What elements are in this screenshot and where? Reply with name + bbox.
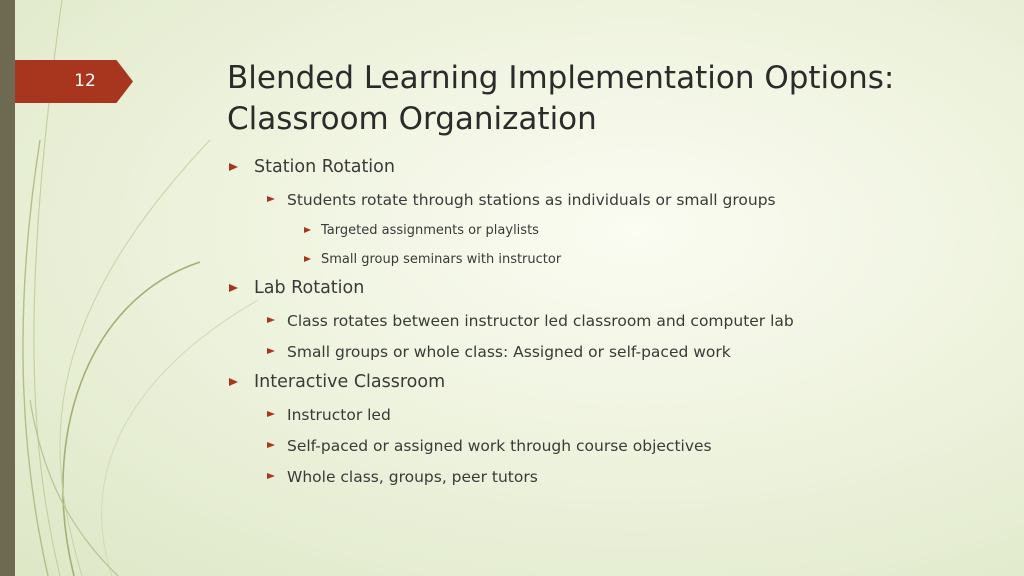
bullet-text: Small groups or whole class: Assigned or self-paced work [287, 343, 731, 361]
bullet-item-class-rotates [227, 307, 1007, 338]
arrow-bullet-icon [229, 378, 238, 386]
arrow-bullet-icon [304, 227, 311, 233]
arrow-bullet-icon [267, 196, 275, 202]
bullet-item-targeted-assignments [227, 217, 1007, 246]
bullet-item-small-groups-whole-class [227, 338, 1007, 369]
arrow-bullet-icon [267, 442, 275, 448]
bullet-item-self-paced [227, 432, 1007, 463]
bullet-item-interactive-classroom [227, 369, 1007, 401]
arrow-bullet-icon [229, 284, 238, 292]
bullet-text: Targeted assignments or playlists [321, 223, 539, 238]
bullet-item-lab-rotation [227, 275, 1007, 307]
bullet-text: Instructor led [287, 406, 391, 424]
arrow-bullet-icon [267, 473, 275, 479]
bullet-text: Station Rotation [254, 157, 395, 177]
bullet-item-whole-class-groups [227, 463, 1007, 494]
slide-title-line-1: Blended Learning Implementation Options: [227, 60, 895, 96]
bullet-text: Small group seminars with instructor [321, 252, 562, 267]
arrow-bullet-icon [304, 256, 311, 262]
bullet-text: Self-paced or assigned work through course objectives [287, 437, 712, 455]
bullet-item-small-group-seminars [227, 246, 1007, 275]
bullet-text: Lab Rotation [254, 278, 365, 298]
bullet-text: Students rotate through stations as individuals or small groups [287, 191, 776, 209]
bullet-list [227, 154, 1007, 494]
bullet-text: Interactive Classroom [254, 372, 446, 392]
bullet-text: Class rotates between instructor led classroom and computer lab [287, 312, 794, 330]
slide-number: 12 [74, 71, 96, 91]
bullet-item-instructor-led [227, 401, 1007, 432]
arrow-bullet-icon [267, 348, 275, 354]
arrow-bullet-icon [229, 163, 238, 171]
bullet-text: Whole class, groups, peer tutors [287, 468, 538, 486]
slide-title-line-2: Classroom Organization [227, 101, 597, 137]
slide-title [227, 58, 1007, 140]
arrow-bullet-icon [267, 411, 275, 417]
bullet-item-students-rotate [227, 186, 1007, 217]
arrow-bullet-icon [267, 317, 275, 323]
bullet-item-station-rotation [227, 154, 1007, 186]
